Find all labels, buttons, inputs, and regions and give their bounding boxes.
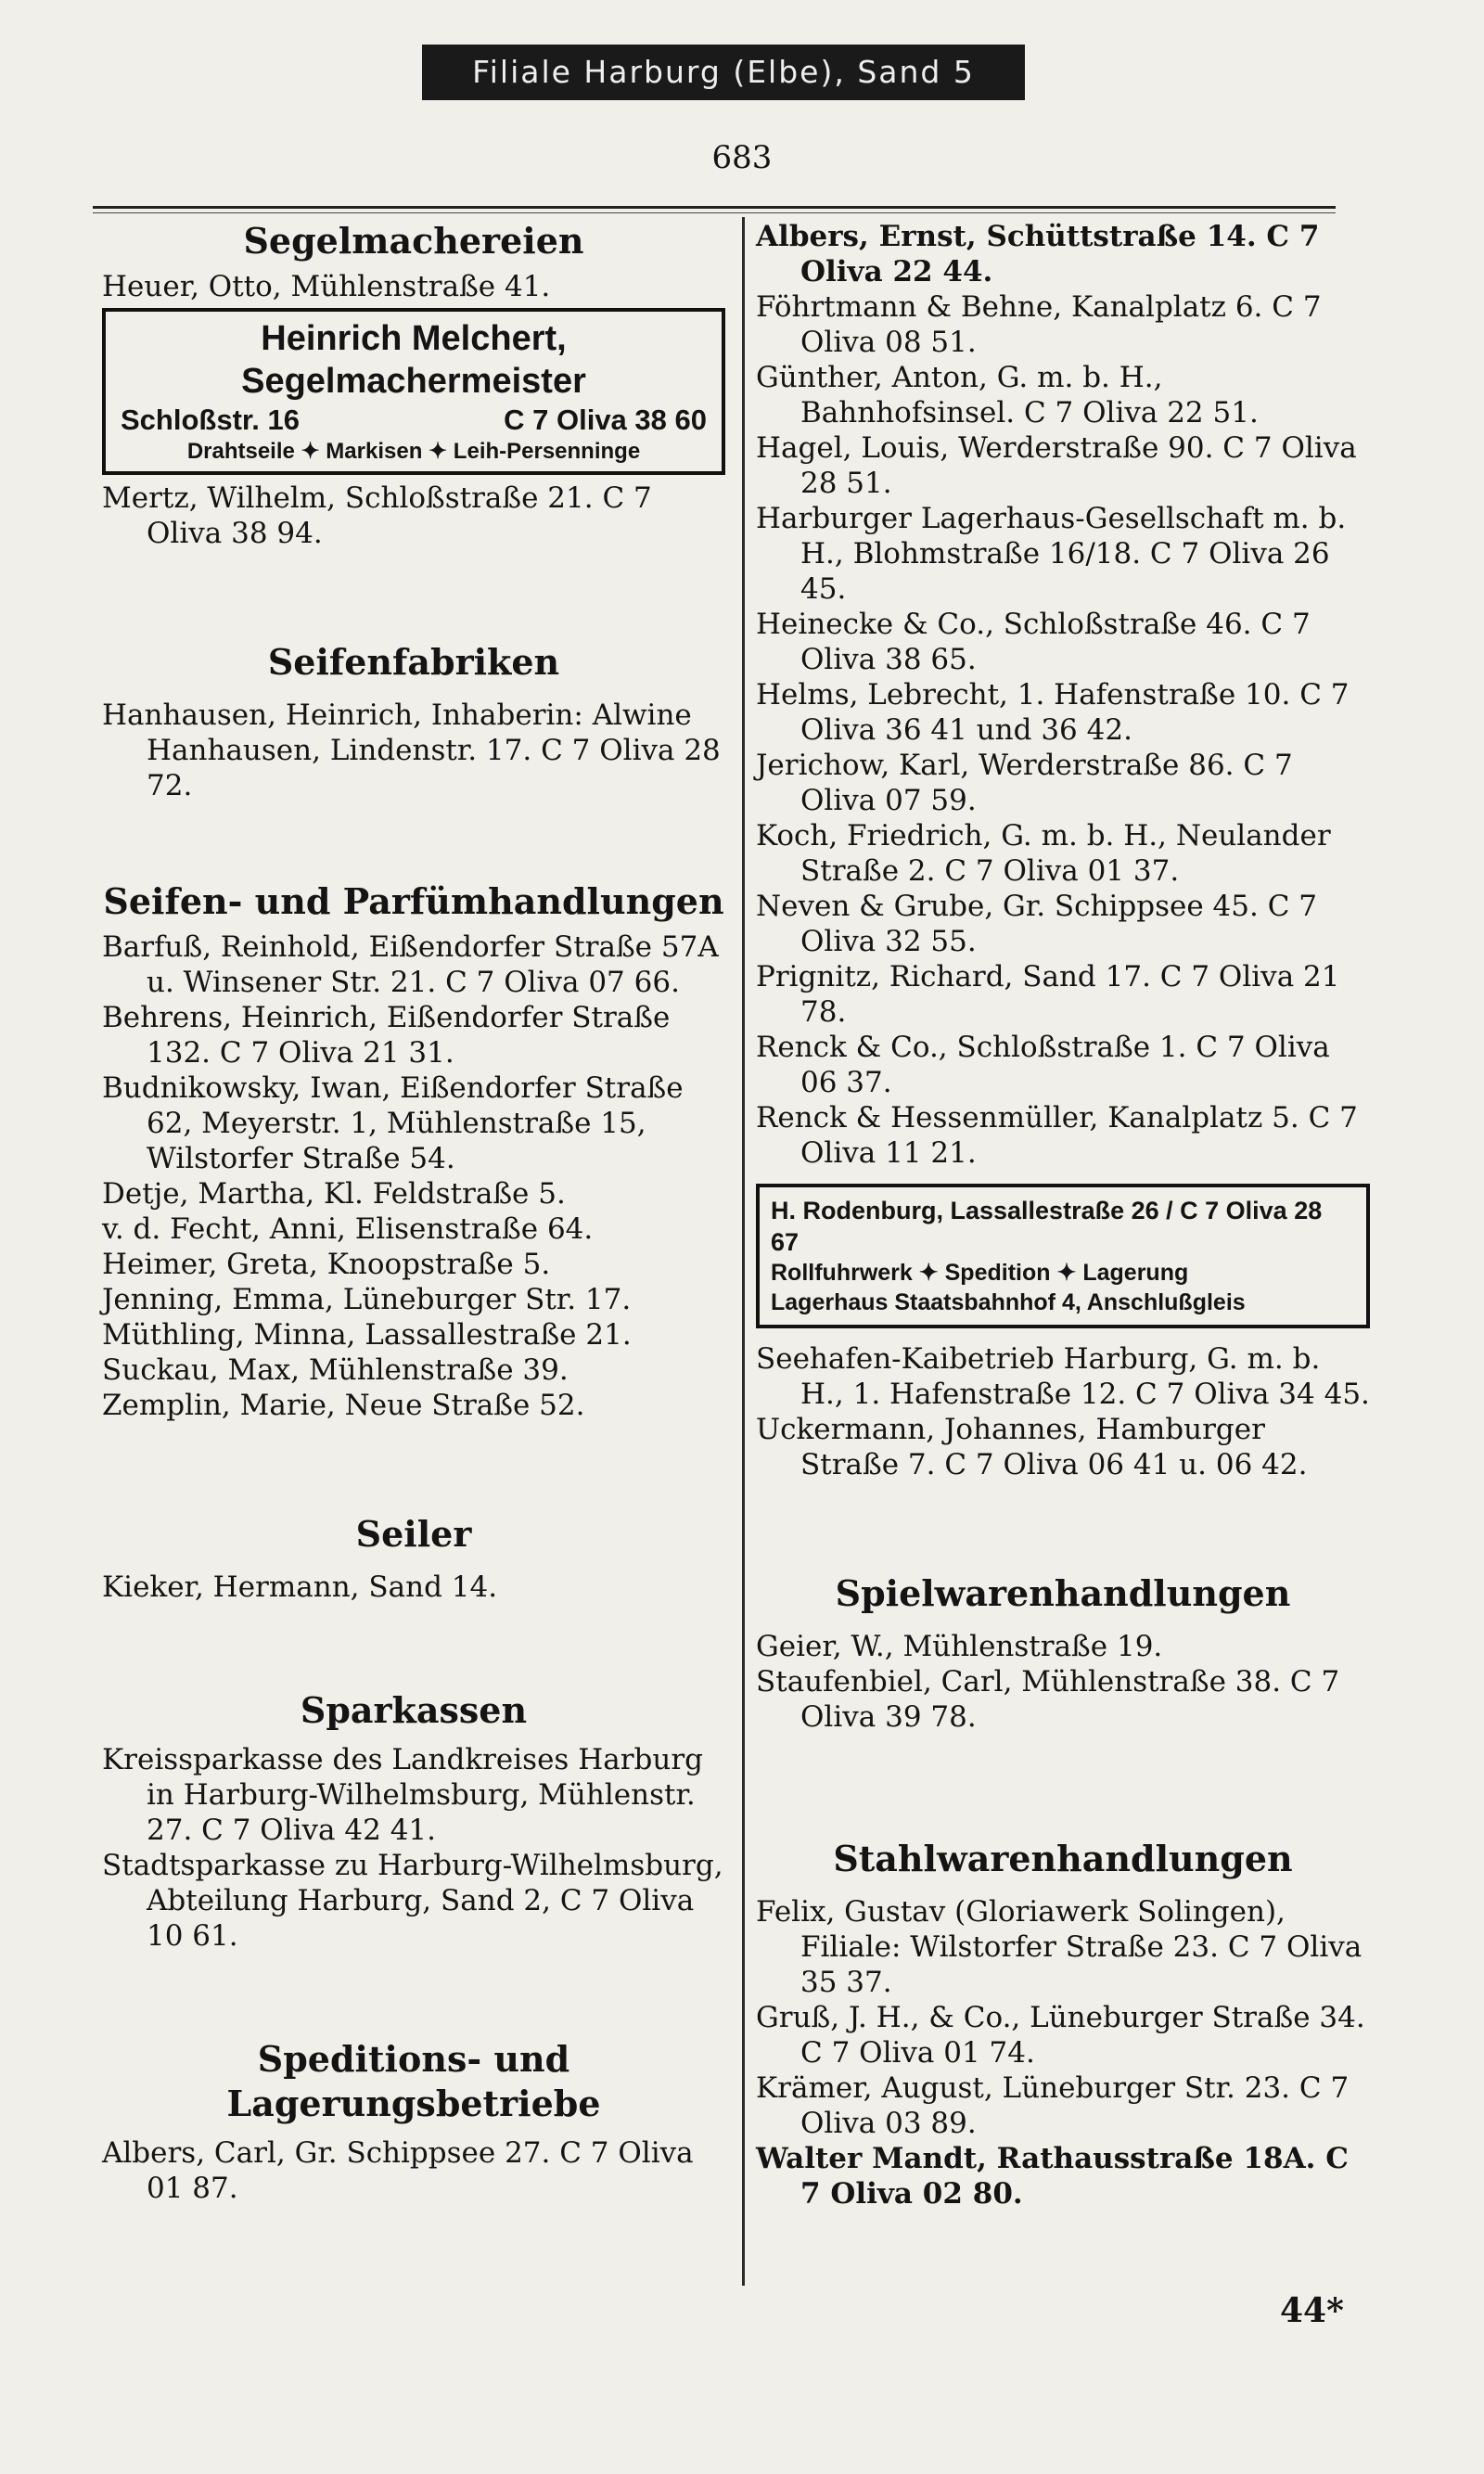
directory-entry: Walter Mandt, Rathausstraße 18A. C 7 Oliva 02 80.: [756, 2142, 1349, 2211]
directory-entry: Renck & Hessenmüller, Kanalplatz 5. C 7 Oliva 11 21.: [756, 1101, 1358, 1170]
section-heading: Seiler: [355, 1513, 472, 1555]
directory-entry: Jenning, Emma, Lüneburger Str. 17.: [102, 1283, 632, 1316]
branch-banner: Filiale Harburg (Elbe), Sand 5: [422, 45, 1025, 100]
directory-entry: Uckermann, Johannes, Hamburger Straße 7. C 7 Oliva 06 41 u. 06 42.: [756, 1413, 1308, 1481]
directory-entry: Staufenbiel, Carl, Mühlenstraße 38. C 7 Oliva 39 78.: [756, 1665, 1340, 1734]
ad-contact-row: [121, 403, 707, 438]
directory-entry: Hanhausen, Heinrich, Inhaberin: Alwine Hanhausen, Lindenstr. 17. C 7 Oliva 28 72.: [102, 699, 721, 802]
directory-entry: Heuer, Otto, Mühlenstraße 41.: [102, 270, 551, 303]
directory-entry: Jerichow, Karl, Werderstraße 86. C 7 Oliva 07 59.: [756, 749, 1293, 817]
ad-address: Schloßstr. 16: [121, 404, 300, 436]
directory-entry: Heimer, Greta, Knoopstraße 5.: [102, 1248, 551, 1281]
directory-entry: Günther, Anton, G. m. b. H., Bahnhofsinsel. C 7 Oliva 22 51.: [756, 361, 1259, 429]
ad-company-line: H. Rodenburg, Lassallestraße 26 / C 7 Oliva 28 67: [771, 1197, 1323, 1256]
ad-services: Rollfuhrwerk ✦ Spedition ✦ Lagerung: [771, 1260, 1189, 1286]
column-divider: [742, 217, 745, 2286]
directory-entry: Detje, Martha, Kl. Feldstraße 5.: [102, 1177, 566, 1211]
section-heading: Speditions- und Lagerungsbetriebe: [226, 2038, 601, 2124]
section-heading: Sparkassen: [300, 1689, 528, 1731]
directory-entry: Mertz, Wilhelm, Schloßstraße 21. C 7 Oliva 38 94.: [102, 481, 652, 550]
directory-entry: Behrens, Heinrich, Eißendorfer Straße 132. C 7 Oliva 21 31.: [102, 1001, 671, 1070]
directory-entry: Budnikowsky, Iwan, Eißendorfer Straße 62, Meyerstr. 1, Mühlenstraße 15, Wilstorfer Straße 54.: [102, 1071, 684, 1175]
directory-entry: Geier, W., Mühlenstraße 19.: [756, 1630, 1163, 1663]
directory-entry: Zemplin, Marie, Neue Straße 52.: [102, 1389, 585, 1422]
directory-entry: Müthling, Minna, Lassallestraße 21.: [102, 1318, 632, 1352]
directory-entry: Helms, Lebrecht, 1. Hafenstraße 10. C 7 Oliva 36 41 und 36 42.: [756, 678, 1350, 747]
directory-entry: Prignitz, Richard, Sand 17. C 7 Oliva 21 78.: [756, 960, 1340, 1029]
ad-company-name: Heinrich Melchert, Segelmachermeister: [241, 319, 586, 401]
directory-entry: Kieker, Hermann, Sand 14.: [102, 1570, 498, 1604]
directory-entry: Seehafen-Kaibetrieb Harburg, G. m. b. H., 1. Hafenstraße 12. C 7 Oliva 34 45.: [756, 1342, 1370, 1411]
section-heading: Stahlwarenhandlungen: [833, 1838, 1293, 1879]
directory-entry: v. d. Fecht, Anni, Elisenstraße 64.: [102, 1212, 594, 1246]
section-heading: Seifen- und Parfümhandlungen: [103, 880, 724, 922]
directory-entry: Felix, Gustav (Gloriawerk Solingen), Filiale: Wilstorfer Straße 23. C 7 Oliva 35 37.: [756, 1895, 1362, 1999]
header-rule: [93, 206, 1336, 209]
directory-entry: Koch, Friedrich, G. m. b. H., Neulander Straße 2. C 7 Oliva 01 37.: [756, 819, 1331, 888]
right-column: [756, 219, 1370, 2211]
ad-phone: C 7 Oliva 38 60: [504, 404, 707, 436]
section-heading: Segelmachereien: [243, 220, 584, 262]
signature-mark: 44*: [1280, 2291, 1344, 2330]
directory-entry: Renck & Co., Schloßstraße 1. C 7 Oliva 06 37.: [756, 1031, 1330, 1099]
directory-entry: Kreissparkasse des Landkreises Harburg in Harburg-Wilhelmsburg, Mühlenstr. 27. C 7 Oliva 42 41.: [102, 1743, 704, 1847]
ad-services: Drahtseile ✦ Markisen ✦ Leih-Persenninge: [186, 439, 641, 464]
directory-entry: Stadtsparkasse zu Harburg-Wilhelmsburg, Abteilung Harburg, Sand 2, C 7 Oliva 10 61.: [102, 1849, 723, 1953]
left-column: [102, 219, 725, 2206]
directory-entry: Gruß, J. H., & Co., Lüneburger Straße 34. C 7 Oliva 01 74.: [756, 2001, 1365, 2070]
section-heading: Seifenfabriken: [267, 641, 560, 683]
directory-entry: Föhrtmann & Behne, Kanalplatz 6. C 7 Oliva 08 51.: [756, 290, 1322, 359]
ad-address: Lagerhaus Staatsbahnhof 4, Anschlußgleis: [771, 1289, 1246, 1315]
directory-entry: Barfuß, Reinhold, Eißendorfer Straße 57A u. Winsener Str. 21. C 7 Oliva 07 66.: [102, 930, 719, 999]
directory-entry: Krämer, August, Lüneburger Str. 23. C 7 Oliva 03 89.: [756, 2071, 1350, 2140]
directory-entry: Heinecke & Co., Schloßstraße 46. C 7 Oliva 38 65.: [756, 608, 1311, 676]
directory-entry: Albers, Carl, Gr. Schippsee 27. C 7 Oliva 01 87.: [102, 2136, 694, 2205]
page-number: 683: [711, 139, 773, 176]
advertisement-box: [756, 1184, 1370, 1328]
header-rule-thin: [93, 212, 1336, 213]
section-heading: Spielwarenhandlungen: [835, 1572, 1291, 1614]
directory-entry: Suckau, Max, Mühlenstraße 39.: [102, 1353, 569, 1387]
directory-entry: Harburger Lagerhaus-Gesellschaft m. b. H., Blohmstraße 16/18. C 7 Oliva 26 45.: [756, 502, 1347, 606]
advertisement-box: [102, 308, 725, 475]
directory-entry: Neven & Grube, Gr. Schippsee 45. C 7 Oliva 32 55.: [756, 890, 1317, 958]
directory-entry: Albers, Ernst, Schüttstraße 14. C 7 Oliva 22 44.: [756, 220, 1320, 288]
directory-entry: Hagel, Louis, Werderstraße 90. C 7 Oliva 28 51.: [756, 431, 1357, 500]
